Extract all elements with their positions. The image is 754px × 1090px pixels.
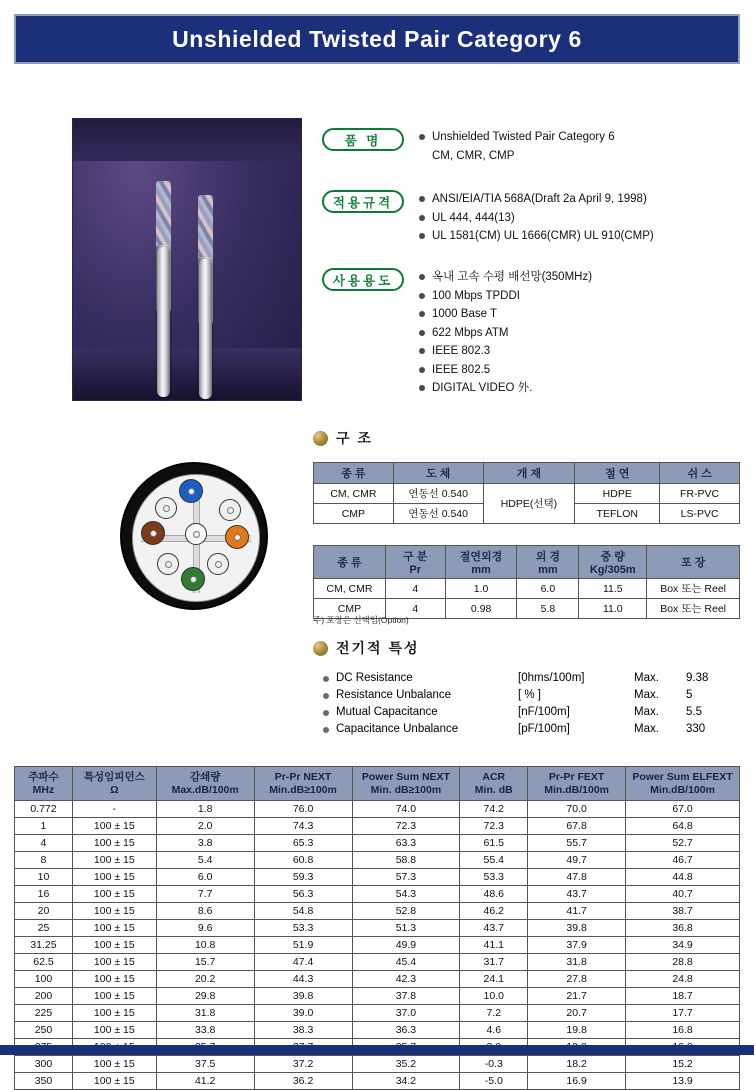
elec-max: Max.	[634, 706, 659, 718]
elec-unit: [0hms/100m]	[518, 672, 585, 684]
cell: 49.9	[352, 937, 460, 954]
cell: 10.0	[460, 988, 528, 1005]
col-sheath: 쉬 스	[660, 463, 740, 484]
page-title: Unshielded Twisted Pair Category 6	[172, 25, 582, 52]
cell: CMP	[314, 599, 386, 619]
cell: 37.0	[352, 1005, 460, 1022]
cell: 40.7	[626, 886, 740, 903]
cell: 8.6	[156, 903, 254, 920]
table-row	[15, 869, 740, 886]
table-row	[15, 835, 740, 852]
cell: 16	[15, 886, 73, 903]
table-row	[15, 1005, 740, 1022]
table-row	[15, 954, 740, 971]
cell: 100 ± 15	[72, 937, 156, 954]
bullet-ball-icon	[313, 641, 328, 656]
cell: 42.3	[352, 971, 460, 988]
spec-item: IEEE 802.5	[418, 361, 592, 380]
table-header-row	[314, 546, 740, 579]
cell: 9.6	[156, 920, 254, 937]
table-header-row	[15, 767, 740, 801]
spec-block-product-name	[322, 128, 615, 165]
section-heading-electrical	[313, 638, 420, 658]
twisted-pair-exposed-1	[156, 181, 171, 249]
conductor-white-3	[157, 553, 179, 575]
spec-item: 622 Mbps ATM	[418, 324, 592, 343]
cell: 1.8	[156, 801, 254, 818]
cell: 46.2	[460, 903, 528, 920]
conductor-orange	[225, 525, 249, 549]
table-row	[15, 937, 740, 954]
elec-value: 5	[686, 689, 693, 701]
elec-name: Mutual Capacitance	[322, 704, 518, 721]
cell: 20.2	[156, 971, 254, 988]
spec-items-product-name	[418, 128, 615, 165]
cell: 4	[15, 835, 73, 852]
structure-table-note: 주) 포장은 선택임(Option)	[313, 615, 409, 625]
cell: 8	[15, 852, 73, 869]
spec-item: UL 1581(CM) UL 1666(CMR) UL 910(CMP)	[418, 227, 654, 246]
cell: -0.3	[460, 1056, 528, 1073]
cell: 연동선 0.540	[393, 484, 483, 504]
section-heading-structure	[313, 428, 373, 448]
col-insul-od: 절연외경 mm	[445, 546, 517, 579]
cell: 200	[15, 988, 73, 1005]
elec-value: 330	[686, 723, 706, 735]
cell: 18.7	[626, 988, 740, 1005]
table-row	[15, 801, 740, 818]
cell: 4	[385, 579, 445, 599]
cell: 29.8	[156, 988, 254, 1005]
cell: 19.8	[528, 1022, 626, 1039]
col-prpr-fext: Pr-Pr FEXT Min.dB/100m	[528, 767, 626, 801]
cell: CM, CMR	[314, 484, 394, 504]
cell: CMP	[314, 504, 394, 524]
conductor-white-4	[155, 497, 177, 519]
cell: CM, CMR	[314, 579, 386, 599]
section-heading-structure-label: 구 조	[336, 430, 373, 446]
cell: 연동선 0.540	[393, 504, 483, 524]
col-type: 종 류	[314, 546, 386, 579]
elec-unit: [ % ]	[518, 689, 542, 701]
cell: 55.4	[460, 852, 528, 869]
cell: 16.9	[528, 1073, 626, 1090]
cell: 24.1	[460, 971, 528, 988]
cell: 31.25	[15, 937, 73, 954]
cell: 100 ± 15	[72, 988, 156, 1005]
cell: 57.3	[352, 869, 460, 886]
list-item	[322, 704, 726, 721]
table-row	[15, 903, 740, 920]
elec-value: 5.5	[686, 706, 702, 718]
spec-label-standards: 적용규격	[322, 190, 404, 213]
cell: 16.8	[626, 1022, 740, 1039]
conductor-brown	[141, 521, 165, 545]
cell: 52.7	[626, 835, 740, 852]
cell: 41.1	[460, 937, 528, 954]
list-item	[322, 721, 726, 738]
cell: 20	[15, 903, 73, 920]
cell: 27.8	[528, 971, 626, 988]
cell: FR-PVC	[660, 484, 740, 504]
elec-max: Max.	[634, 672, 659, 684]
cell: 41.2	[156, 1073, 254, 1090]
cell: 1	[15, 818, 73, 835]
spec-label-product-name: 품 명	[322, 128, 404, 151]
elec-name: DC Resistance	[322, 670, 518, 687]
spec-item: Unshielded Twisted Pair Category 6	[418, 128, 615, 147]
cell: 53.3	[460, 869, 528, 886]
conductor-white-2	[207, 553, 229, 575]
cable-body-1	[157, 247, 170, 397]
spec-item: ANSI/EIA/TIA 568A(Draft 2a April 9, 1998)	[418, 190, 654, 209]
cell: 0.98	[445, 599, 517, 619]
conductor-center	[185, 523, 207, 545]
table-row	[15, 886, 740, 903]
product-photo	[72, 118, 302, 401]
cell: 36.8	[626, 920, 740, 937]
spec-items-applications	[418, 268, 592, 398]
elec-unit: [pF/100m]	[518, 723, 570, 735]
elec-name: Capacitance Unbalance	[322, 721, 518, 738]
col-powersum-next: Power Sum NEXT Min. dB≥100m	[352, 767, 460, 801]
elec-max: Max.	[634, 689, 659, 701]
cell: 44.3	[254, 971, 352, 988]
cable-body-2	[199, 259, 212, 399]
cell: 15.2	[626, 1056, 740, 1073]
col-prpr-next: Pr-Pr NEXT Min.dB≥100m	[254, 767, 352, 801]
footer-bar	[0, 1045, 754, 1055]
cable-cross-section-diagram	[120, 462, 268, 610]
photo-floor	[73, 348, 301, 400]
cell: 100 ± 15	[72, 818, 156, 835]
cell: 100 ± 15	[72, 1022, 156, 1039]
cell: -	[72, 801, 156, 818]
cell: 67.0	[626, 801, 740, 818]
cell: 11.5	[579, 579, 647, 599]
cell: 39.0	[254, 1005, 352, 1022]
cell: 100 ± 15	[72, 954, 156, 971]
cell: 39.8	[254, 988, 352, 1005]
col-pairs: 구 분 Pr	[385, 546, 445, 579]
cell: 10.8	[156, 937, 254, 954]
table-row	[15, 1056, 740, 1073]
cell: 7.2	[460, 1005, 528, 1022]
cell: 33.8	[156, 1022, 254, 1039]
page-banner	[14, 14, 740, 64]
cell: 37.8	[352, 988, 460, 1005]
cell: 38.3	[254, 1022, 352, 1039]
cell: 51.9	[254, 937, 352, 954]
cell: 2.0	[156, 818, 254, 835]
col-packing: 포 장	[647, 546, 740, 579]
structure-table-dimensions	[313, 545, 740, 619]
cell: 25	[15, 920, 73, 937]
cell: 37.2	[254, 1056, 352, 1073]
cell: 56.3	[254, 886, 352, 903]
cell: 55.7	[528, 835, 626, 852]
cell: 74.0	[352, 801, 460, 818]
cell: 225	[15, 1005, 73, 1022]
table-row	[314, 579, 740, 599]
spec-block-standards	[322, 190, 654, 246]
photo-backdrop	[73, 119, 301, 161]
table-row	[15, 988, 740, 1005]
cell: HDPE	[575, 484, 660, 504]
spec-item: 100 Mbps TPDDI	[418, 287, 592, 306]
cell: 100 ± 15	[72, 920, 156, 937]
cell: 100 ± 15	[72, 852, 156, 869]
section-heading-electrical-label: 전기적 특성	[336, 640, 420, 656]
list-item	[322, 687, 726, 704]
cell: -5.0	[460, 1073, 528, 1090]
cell: 1.0	[445, 579, 517, 599]
cell: 65.3	[254, 835, 352, 852]
spec-item: IEEE 802.3	[418, 342, 592, 361]
cell: 46.7	[626, 852, 740, 869]
col-attenuation: 감쇄량 Max.dB/100m	[156, 767, 254, 801]
list-item	[322, 670, 726, 687]
cell: 31.8	[528, 954, 626, 971]
cell: 5.8	[517, 599, 579, 619]
spec-block-applications	[322, 268, 592, 398]
spec-item: UL 444, 444(13)	[418, 209, 654, 228]
spec-item: 1000 Base T	[418, 305, 592, 324]
elec-unit: [nF/100m]	[518, 706, 570, 718]
cell: 36.3	[352, 1022, 460, 1039]
table-row	[15, 852, 740, 869]
cell: 74.2	[460, 801, 528, 818]
cell: 15.7	[156, 954, 254, 971]
conductor-white-1	[219, 499, 241, 521]
col-weight: 중 량 Kg/305m	[579, 546, 647, 579]
cell: 100 ± 15	[72, 903, 156, 920]
cell: 64.8	[626, 818, 740, 835]
cell: Box 또는 Reel	[647, 579, 740, 599]
col-acr: ACR Min. dB	[460, 767, 528, 801]
conductor-green	[181, 567, 205, 591]
cell: 7.7	[156, 886, 254, 903]
cell: 31.7	[460, 954, 528, 971]
cell: 43.7	[528, 886, 626, 903]
cell: 5.4	[156, 852, 254, 869]
cell: 100 ± 15	[72, 1056, 156, 1073]
cell: 3.8	[156, 835, 254, 852]
cell: 0.772	[15, 801, 73, 818]
cell: 37.5	[156, 1056, 254, 1073]
cell: 21.7	[528, 988, 626, 1005]
cell: 13.9	[626, 1073, 740, 1090]
cell: 18.2	[528, 1056, 626, 1073]
cell: 100 ± 15	[72, 869, 156, 886]
col-od: 외 경 mm	[517, 546, 579, 579]
col-type: 종 류	[314, 463, 394, 484]
cell: 63.3	[352, 835, 460, 852]
cell: 6.0	[517, 579, 579, 599]
cell: 4	[385, 599, 445, 619]
elec-max: Max.	[634, 723, 659, 735]
cell: 54.3	[352, 886, 460, 903]
cell: 44.8	[626, 869, 740, 886]
cell: 350	[15, 1073, 73, 1090]
cell: 100 ± 15	[72, 1005, 156, 1022]
cell: 43.7	[460, 920, 528, 937]
elec-name: Resistance Unbalance	[322, 687, 518, 704]
cell: 74.3	[254, 818, 352, 835]
cell: 51.3	[352, 920, 460, 937]
cell: 100 ± 15	[72, 835, 156, 852]
table-header-row	[314, 463, 740, 484]
spec-item: 옥내 고속 수평 배선망(350MHz)	[418, 268, 592, 287]
structure-table-materials	[313, 462, 740, 524]
cell: 10	[15, 869, 73, 886]
cell: 39.8	[528, 920, 626, 937]
bullet-ball-icon	[313, 431, 328, 446]
elec-value: 9.38	[686, 672, 709, 684]
col-conductor: 도 체	[393, 463, 483, 484]
cell: 34.2	[352, 1073, 460, 1090]
cell: 72.3	[460, 818, 528, 835]
col-filler: 개 재	[483, 463, 575, 484]
col-insulation: 절 연	[575, 463, 660, 484]
table-row	[15, 1022, 740, 1039]
cell: 52.8	[352, 903, 460, 920]
cell: 35.2	[352, 1056, 460, 1073]
cable-core-area	[132, 474, 260, 602]
cell: 100 ± 15	[72, 1073, 156, 1090]
table-row	[15, 1073, 740, 1090]
cell: 61.5	[460, 835, 528, 852]
cell: 53.3	[254, 920, 352, 937]
cell: 24.8	[626, 971, 740, 988]
cell: 250	[15, 1022, 73, 1039]
col-impedance: 특성임피던스 Ω	[72, 767, 156, 801]
spec-item: CM, CMR, CMP	[432, 149, 515, 162]
cell: 34.9	[626, 937, 740, 954]
twisted-pair-exposed-2	[198, 195, 213, 263]
cell: 100	[15, 971, 73, 988]
table-row	[314, 484, 740, 504]
conductor-blue	[179, 479, 203, 503]
cell: 11.0	[579, 599, 647, 619]
cell: 49.7	[528, 852, 626, 869]
cell: 47.8	[528, 869, 626, 886]
cell: 20.7	[528, 1005, 626, 1022]
cell: TEFLON	[575, 504, 660, 524]
cell: 100 ± 15	[72, 886, 156, 903]
cell: 300	[15, 1056, 73, 1073]
cell: 28.8	[626, 954, 740, 971]
spec-item: DIGITAL VIDEO 外.	[418, 379, 592, 398]
cell: 37.9	[528, 937, 626, 954]
cell: 60.8	[254, 852, 352, 869]
spec-items-standards	[418, 190, 654, 246]
cell: 45.4	[352, 954, 460, 971]
cell: 67.8	[528, 818, 626, 835]
table-row	[15, 818, 740, 835]
cell: 38.7	[626, 903, 740, 920]
cell: 54.8	[254, 903, 352, 920]
cell: 70.0	[528, 801, 626, 818]
cell: 100 ± 15	[72, 971, 156, 988]
cell: 62.5	[15, 954, 73, 971]
spec-label-applications: 사용용도	[322, 268, 404, 291]
cell: 4.6	[460, 1022, 528, 1039]
cell: 6.0	[156, 869, 254, 886]
cell: 36.2	[254, 1073, 352, 1090]
electrical-characteristics-list	[322, 670, 726, 738]
cell: HDPE(선택)	[483, 484, 575, 524]
cell: 59.3	[254, 869, 352, 886]
cell: 41.7	[528, 903, 626, 920]
cell: 31.8	[156, 1005, 254, 1022]
cell: 72.3	[352, 818, 460, 835]
table-row	[15, 971, 740, 988]
cell: 48.6	[460, 886, 528, 903]
col-frequency: 주파수 MHz	[15, 767, 73, 801]
cell: Box 또는 Reel	[647, 599, 740, 619]
cell: 76.0	[254, 801, 352, 818]
table-row	[15, 920, 740, 937]
cell: 17.7	[626, 1005, 740, 1022]
cell: 47.4	[254, 954, 352, 971]
col-powersum-elfext: Power Sum ELFEXT Min.dB/100m	[626, 767, 740, 801]
performance-table	[14, 766, 740, 1090]
cell: 58.8	[352, 852, 460, 869]
cell: LS-PVC	[660, 504, 740, 524]
